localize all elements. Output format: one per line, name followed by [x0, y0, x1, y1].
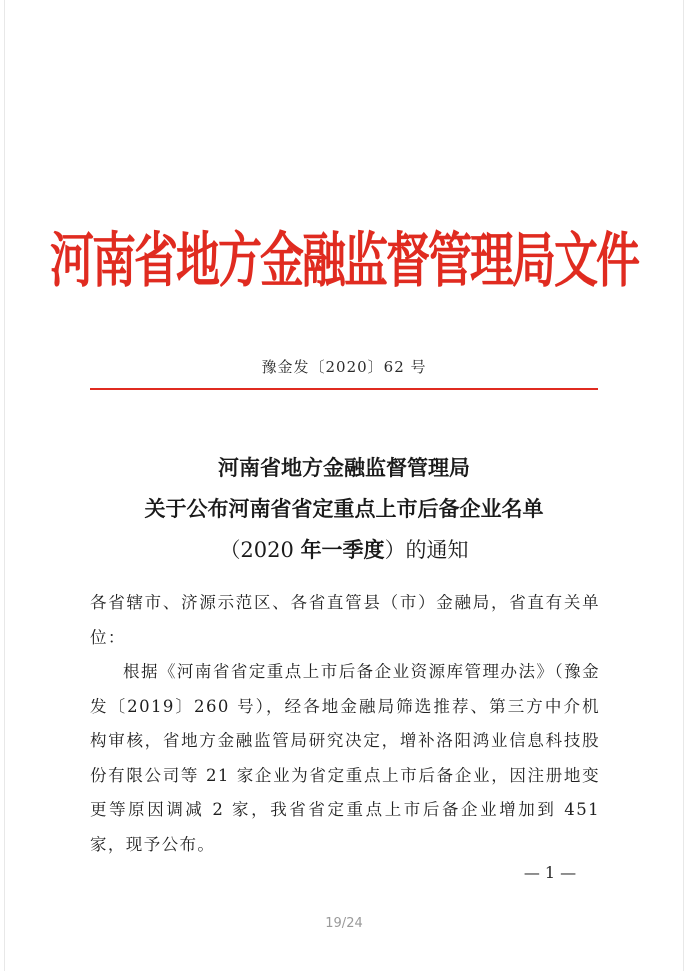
notice-title-line-3	[60, 529, 628, 571]
notice-title-line-3-close: ）的通知	[384, 538, 469, 562]
notice-title	[60, 447, 628, 571]
red-masthead-title: 河南省地方金融监督管理局文件	[50, 226, 638, 296]
notice-title-line-2: 关于公布河南省省定重点上市后备企业名单	[144, 496, 544, 521]
page-number-mark: — 1 —	[523, 863, 577, 882]
body-paragraph-1: 根据《河南省省定重点上市后备企业资源库管理办法》（豫金发〔2019〕260 号），经各地金融局筛选推荐、第三方中介机构审核，省地方金融监管局研究决定，增补洛阳鸿业信息科技股份有限公司等 21 家企业为省定重点上市后备企业，因注册地变更等原因调减 2 家，我省省定重点上市后备企业增加到 451 家，现予公布。	[90, 662, 600, 854]
page-edge-left	[4, 0, 5, 971]
viewer-page-counter: 19/24	[325, 916, 363, 931]
page-edge-right	[683, 0, 684, 971]
notice-title-line-1: 河南省地方金融监督管理局	[218, 455, 470, 480]
notice-body	[90, 586, 600, 862]
notice-title-line-3-bold: 年一季度	[300, 537, 385, 562]
document-number: 豫金发〔2020〕62 号	[261, 358, 427, 376]
recipients-paragraph: 各省辖市、济源示范区、各省直管县（市）金融局，省直有关单位：	[90, 593, 600, 647]
notice-title-line-3-open: （2020	[219, 538, 301, 562]
red-separator-line	[90, 388, 598, 390]
